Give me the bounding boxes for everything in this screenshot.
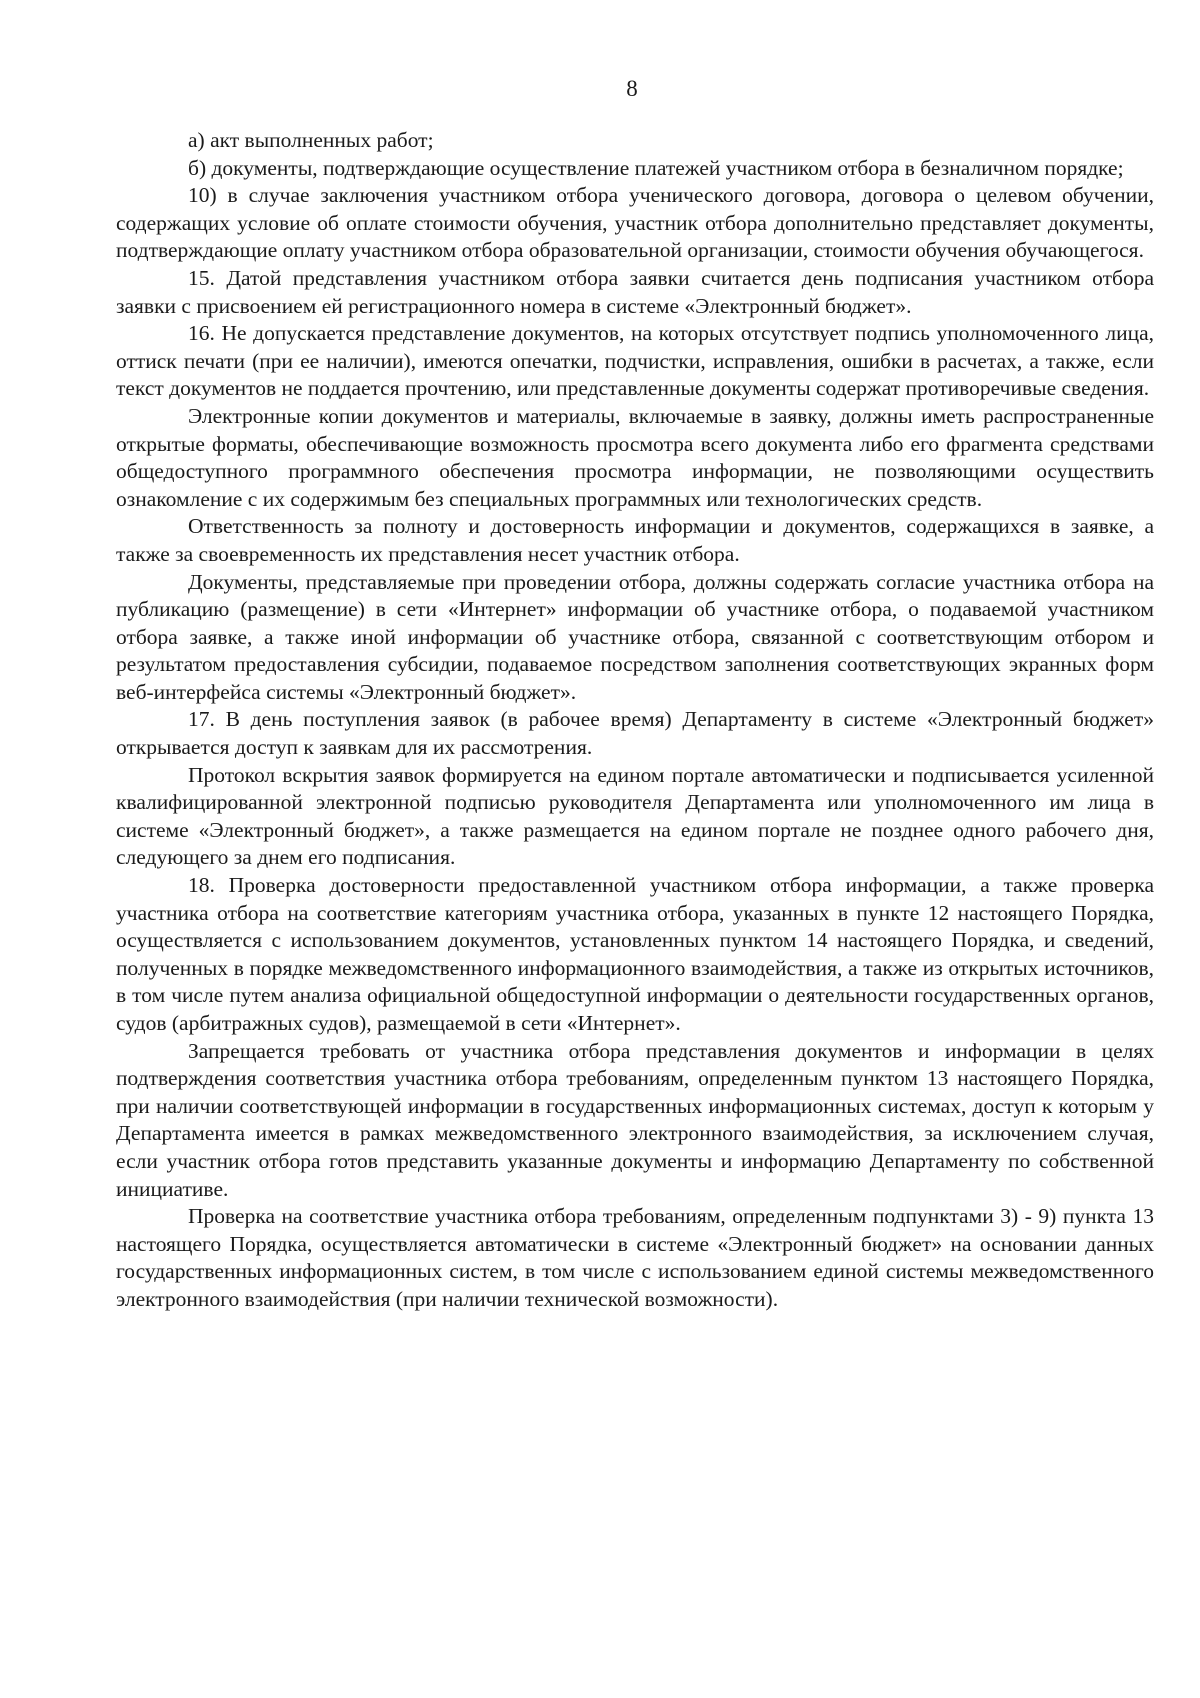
paragraph-electronic-copies: Электронные копии документов и материалы, включаемые в заявку, должны иметь распространенные открытые форматы, обеспечивающие возможность просмотра всего документа либо его фрагмента средствами общедоступного программного обеспечения просмотра информации, не позволяющими осуществить ознакомление с их содержимым без специальных программных или технологических средств.	[116, 403, 1154, 511]
paragraph-18-verification: 18. Проверка достоверности предоставленной участником отбора информации, а также проверка участника отбора на соответствие категориям участника отбора, указанных в пункте 12 настоящего Порядка, осуществляется с использованием документов, установленных пунктом 14 настоящего Порядка, и сведений, полученных в порядке межведомственного информационного взаимодействия, а также из открытых источников, в том числе путем анализа официальной общедоступной информации о деятельности государственных органов, судов (арбитражных судов), размещаемой в сети «Интернет».	[116, 873, 1154, 1035]
paragraph-publication-consent: Документы, представляемые при проведении отбора, должны содержать согласие участника отбора на публикацию (размещение) в сети «Интернет» информации об участнике отбора, о подаваемой участником отбора заявке, а также иной информации об участнике отбора, связанной с соответствующим отбором и результатом предоставления субсидии, подаваемое посредством заполнения соответствующих экранных форм веб-интерфейса системы «Электронный бюджет».	[116, 569, 1154, 704]
document-body	[116, 127, 1154, 1314]
paragraph-opening-protocol: Протокол вскрытия заявок формируется на едином портале автоматически и подписывается усиленной квалифицированной электронной подписью руководителя Департамента или уполномоченного им лица в системе «Электронный бюджет», а также размещается на едином портале не позднее одного рабочего дня, следующего за днем его подписания.	[116, 762, 1154, 870]
paragraph-15-application-date: 15. Датой представления участником отбора заявки считается день подписания участником отбора заявки с присвоением ей регистрационного номера в системе «Электронный бюджет».	[116, 265, 1154, 318]
page-number: 8	[626, 76, 638, 101]
paragraph-automatic-check: Проверка на соответствие участника отбора требованиям, определенным подпунктами 3) - 9) пункта 13 настоящего Порядка, осуществляется автоматически в системе «Электронный бюджет» на основании данных государственных информационных систем, в том числе с использованием единой системы межведомственного электронного взаимодействия (при наличии технической возможности).	[116, 1204, 1154, 1311]
paragraph-prohibition: Запрещается требовать от участника отбора представления документов и информации в целях подтверждения соответствия участника отбора требованиям, определенным пунктом 13 настоящего Порядка, при наличии соответствующей информации в государственных информационных системах, доступ к которым у Департамента имеется в рамках межведомственного электронного взаимодействия, за исключением случая, если участник отбора готов представить указанные документы и информацию Департаменту по собственной инициативе.	[116, 1038, 1154, 1201]
paragraph-10-training-contract: 10) в случае заключения участником отбора ученического договора, договора о целевом обучении, содержащих условие об оплате стоимости обучения, участник отбора дополнительно представляет документы, подтверждающие оплату участником отбора образовательной организации, стоимости обучения обучающегося.	[116, 183, 1154, 263]
paragraph-16-document-requirements: 16. Не допускается представление документов, на которых отсутствует подпись уполномоченного лица, оттиск печати (при ее наличии), имеются опечатки, подчистки, исправления, ошибки в расчетах, а также, если текст документов не поддается прочтению, или представленные документы содержат противоречивые сведения.	[116, 321, 1154, 401]
paragraph-b-payment-documents: б) документы, подтверждающие осуществление платежей участником отбора в безналичном порядке;	[188, 155, 1124, 180]
paragraph-responsibility: Ответственность за полноту и достоверность информации и документов, содержащихся в заявке, а также за своевременность их представления несет участник отбора.	[116, 514, 1154, 566]
paragraph-17-access-to-applications: 17. В день поступления заявок (в рабочее время) Департаменту в системе «Электронный бюджет» открывается доступ к заявкам для их рассмотрения.	[116, 707, 1154, 760]
paragraph-a-act: а) акт выполненных работ;	[188, 128, 434, 152]
